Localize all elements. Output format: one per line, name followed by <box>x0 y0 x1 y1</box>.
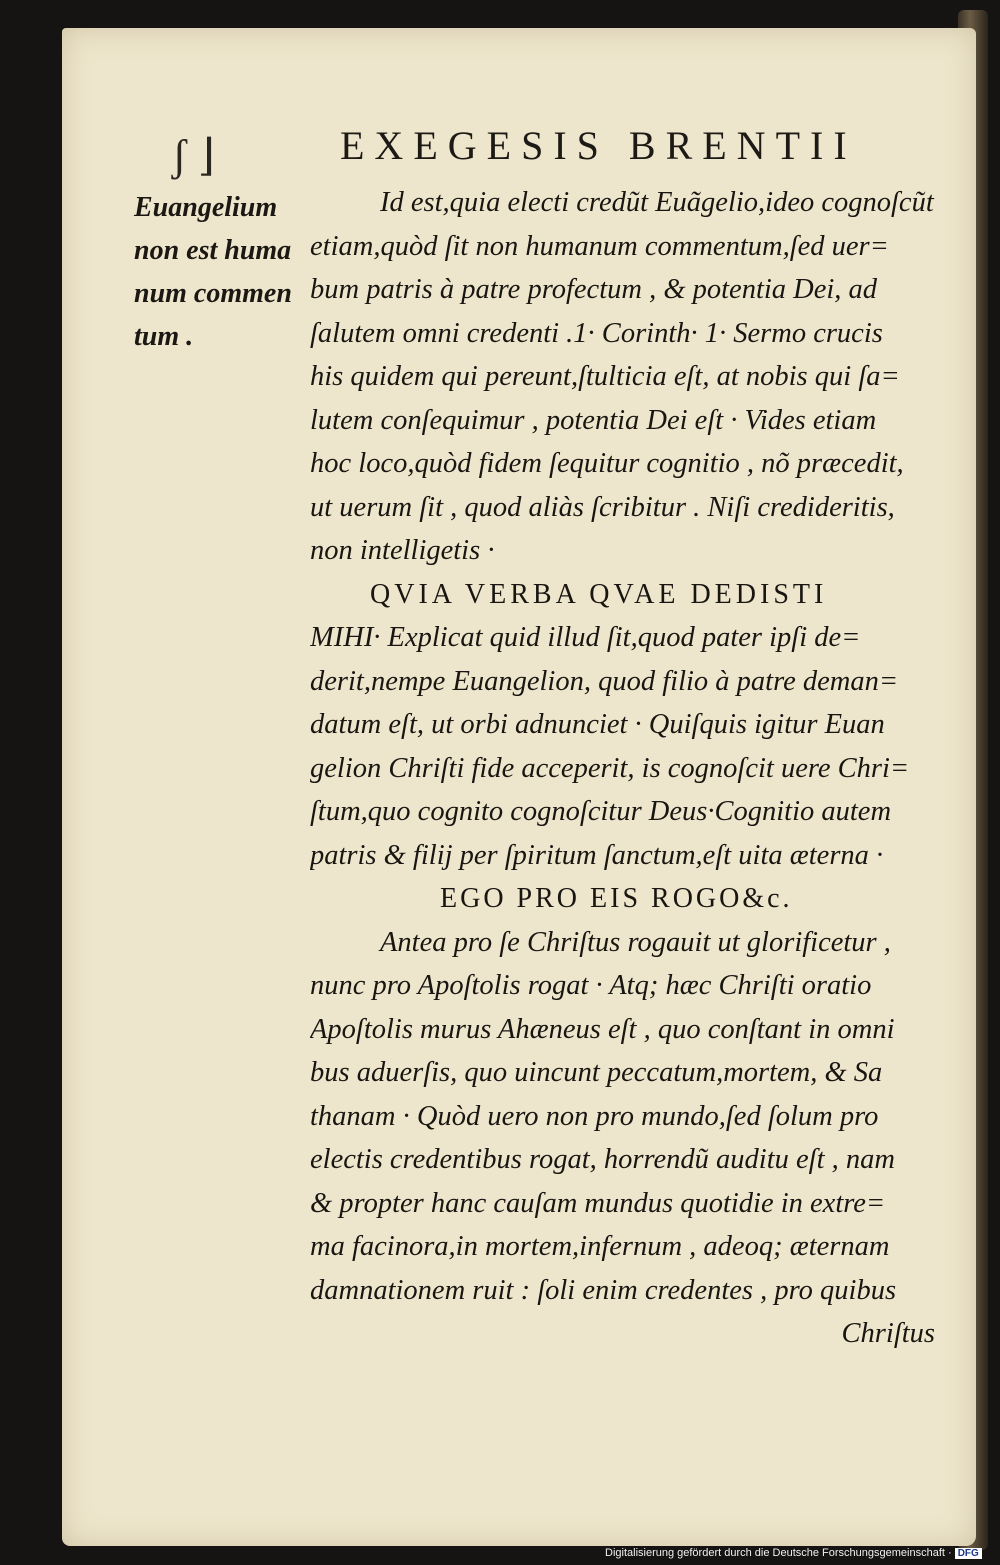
text-line: Chriſtus <box>841 1318 935 1349</box>
text-line: ut uerum ſit , quod aliàs ſcribitur . Niſi credideritis, <box>310 491 895 523</box>
text-line: electis credentibus rogat, horrendũ auditu eſt , nam <box>310 1144 895 1175</box>
marginal-note <box>134 186 304 358</box>
text-line: EGO PRO EIS ROGO&c. <box>440 883 793 914</box>
credit-text: Digitalisierung gefördert durch die Deutsche Forschungsgemeinschaft · <box>605 1547 952 1559</box>
text-line: QVIA VERBA QVAE DEDISTI <box>370 578 828 610</box>
text-line: datum eſt, ut orbi adnunciet · Quiſquis igitur Euan <box>310 709 885 740</box>
text-line: thanam · Quòd uero non pro mundo,ſed ſolum pro <box>310 1100 879 1132</box>
marginal-note-line: tum . <box>134 321 194 352</box>
dfg-logo: DFG <box>955 1548 982 1559</box>
text-line: hoc loco,quòd fidem ſequitur cognitio , nõ præcedit, <box>310 448 904 479</box>
digitization-credit <box>605 1547 995 1563</box>
text-line: lutem conſequimur , potentia Dei eſt · Vides etiam <box>310 404 877 436</box>
text-line: patris & filij per ſpiritum ſanctum,eſt uita æterna · <box>310 839 884 871</box>
text-line: ſalutem omni credenti .1· Corinth· 1· Sermo crucis <box>310 317 883 349</box>
text-line: damnationem ruit : ſoli enim credentes , pro quibus <box>310 1274 897 1306</box>
text-line: his quidem qui pereunt,ſtulticia eſt, at nobis qui ſa= <box>310 361 900 392</box>
text-line: Id est,quia electi credũt Euãgelio,ideo cognoſcũt <box>380 187 934 218</box>
text-line: & propter hanc cauſam mundus quotidie in extre= <box>310 1187 886 1219</box>
body-text <box>310 181 935 1356</box>
text-line: bus aduerſis, quo uincunt peccatum,mortem, & Sa <box>310 1057 883 1088</box>
text-line: derit,nempe Euangelion, quod filio à patre deman= <box>310 665 899 697</box>
text-line: gelion Chriſti fide acceperit, is cognoſcit uere Chri= <box>310 752 910 784</box>
text-line: ma facinora,in mortem,infernum , adeoq; æternam <box>310 1231 890 1262</box>
text-line: Antea pro ſe Chriſtus rogauit ut glorificetur , <box>380 926 891 958</box>
marginal-note-line: Euangelium <box>134 192 278 223</box>
text-line: Apoſtolis murus Ahæneus eſt , quo conſtant in omni <box>310 1013 895 1045</box>
text-line: etiam,quòd ſit non humanum commentum,ſed uer= <box>310 230 889 262</box>
running-head: EXEGESIS BRENTII <box>340 123 857 168</box>
text-line: MIHI· Explicat quid illud ſit,quod pater ipſi de= <box>310 622 861 653</box>
marginal-note-line: num commen <box>134 278 292 309</box>
marginal-note-line: non est huma <box>134 235 292 266</box>
text-line: ſtum,quo cognito cognoſcitur Deus·Cognitio autem <box>310 796 892 827</box>
text-line: nunc pro Apoſtolis rogat · Atq; hæc Chriſti oratio <box>310 970 872 1001</box>
text-line: bum patris à patre profectum , & potentia Dei, ad <box>310 274 878 305</box>
ink-mark: ʃ ⌋ <box>172 131 215 180</box>
text-line: non intelligetis · <box>310 535 495 566</box>
